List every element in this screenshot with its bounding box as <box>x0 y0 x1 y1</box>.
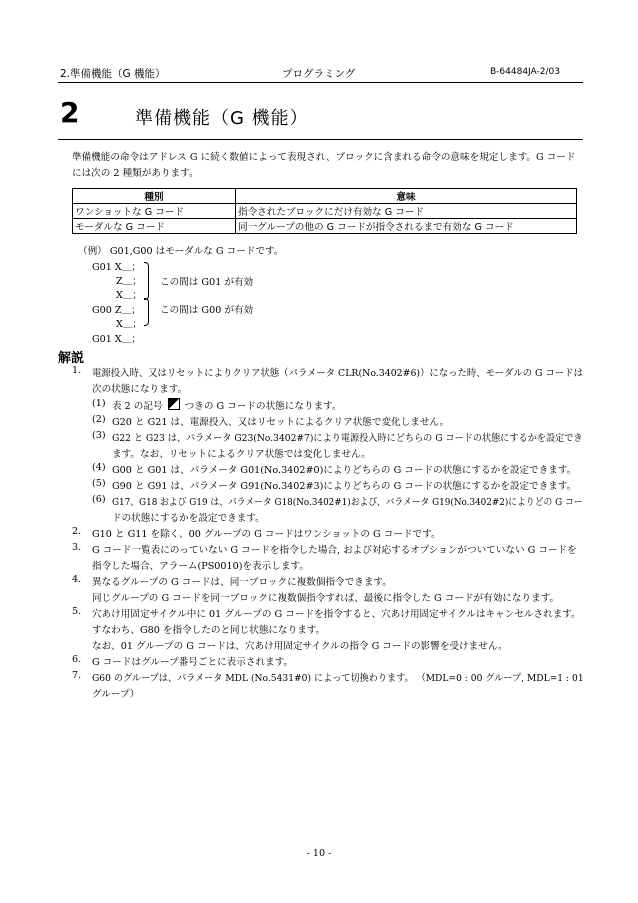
example-line: G00 Z＿； <box>92 305 141 316</box>
table-row <box>73 204 577 219</box>
item-line: G コード一覧表にのっていない G コードを指令した場合, および対応するオプションがついていない G コードを <box>92 545 577 556</box>
item-line: G60 のグループは、パラメータ MDL (No.5431#0) によって切換わります。 （MDL=0 : 00 グループ, MDL=1 : 01 <box>92 673 584 684</box>
subitem-line: G00 と G01 は、パラメータ G01(No.3402#0)によりどちらの G コードの状態にするかを設定できます。 <box>112 465 577 476</box>
chapter-title: 準備機能（G 機能） <box>135 108 309 129</box>
subitem-text-post: つきの G コードの状態になります。 <box>184 401 342 412</box>
table-cell: モーダルな G コード <box>73 219 236 234</box>
table-cell: ワンショットな G コード <box>73 204 236 219</box>
example-line: G01 X＿； <box>92 334 141 345</box>
item-number: 4. <box>72 574 82 585</box>
item-number: 6. <box>72 654 82 665</box>
item-line: 同じグループの G コードを同一ブロックに複数個指令すれば、最後に指令した G コードが有効になります。 <box>92 593 560 604</box>
item-number: 7. <box>72 670 82 681</box>
subitem-line <box>112 398 342 412</box>
table-header-type: 種別 <box>73 189 236 204</box>
title-rule <box>58 139 583 140</box>
subitem-line: ドの状態にするかを設定できます。 <box>112 513 265 524</box>
chapter-number: 2 <box>60 96 80 129</box>
table-header-row <box>73 189 577 204</box>
subitem-line: ます。なお、リセットによるクリア状態では変化しません。 <box>112 449 371 460</box>
intro-line-1: 準備機能の命令はアドレス G に続く数値によって表現され、ブロックに含まれる命令の意味を規定します。G コード <box>72 152 576 163</box>
g-code-type-table <box>72 188 577 234</box>
subitem-number: (4) <box>92 462 106 473</box>
example-note-2: この間は G00 が有効 <box>160 305 254 316</box>
item-number: 5. <box>72 606 82 617</box>
item-number: 2. <box>72 526 82 537</box>
header-rule <box>58 82 583 83</box>
subitem-number: (6) <box>92 494 106 505</box>
item-line: 電源投入時、又はリセットによりクリア状態（パラメータ CLR(No.3402#6)）になった時、モーダルの G コードは <box>92 368 583 379</box>
subitem-number: (1) <box>92 398 106 409</box>
subitem-line: G17、G18 および G19 は、パラメータ G18(No.3402#1)および、パラメータ G19(No.3402#2)によりどの G コー <box>112 497 583 508</box>
subitem-text-pre: 表 2 の記号 <box>112 401 163 412</box>
table-row <box>73 219 577 234</box>
subitem-number: (2) <box>92 414 106 425</box>
page-number: - 10 - <box>306 848 332 859</box>
example-line: G01 X＿； <box>92 262 141 273</box>
item-line: 異なるグループの G コードは、同一ブロックに複数個指令できます。 <box>92 577 392 588</box>
example-brace-2 <box>144 298 149 326</box>
item-line: G コードはグループ番号ごとに表示されます。 <box>92 657 294 668</box>
subitem-number: (3) <box>92 430 106 441</box>
item-line: 指令した場合、アラーム(PS0010)を表示します。 <box>92 561 309 572</box>
subitem-line: G22 と G23 は、パラメータ G23(No.3402#7)により電源投入時にどちらの G コードの状態にするかを設定でき <box>112 433 583 444</box>
intro-line-2: には次の 2 種類があります。 <box>72 168 199 179</box>
example-line: X＿； <box>116 319 143 330</box>
subitem-line: G90 と G91 は、パラメータ G91(No.3402#3)によりどちらの G コードの状態にするかを設定できます。 <box>112 481 577 492</box>
section-heading: 解説 <box>58 351 85 366</box>
item-line: すなわち、G80 を指令したのと同じ状態になります。 <box>92 625 326 636</box>
item-line: なお、01 グループの G コードは、穴あけ用固定サイクルの指令 G コードの影響を受けません。 <box>92 641 508 652</box>
item-number: 3. <box>72 542 82 553</box>
example-line: X＿； <box>116 290 143 301</box>
header-section: 2.準備機能（G 機能） <box>60 68 166 80</box>
example-brace-1 <box>144 262 149 300</box>
table-cell: 同一グループの他の G コードが指令されるまで有効な G コード <box>236 219 577 234</box>
triangle-mark-icon <box>168 398 180 410</box>
item-line: G10 と G11 を除く、00 グループの G コードはワンショットの G コードです。 <box>92 529 441 540</box>
subitem-line: G20 と G21 は、電源投入、又はリセットによるクリア状態で変化しません。 <box>112 417 450 428</box>
example-intro: （例） G01,G00 はモーダルな G コードです。 <box>78 246 284 257</box>
header-chapter-name: プログラミング <box>282 68 356 80</box>
header-doc-code: B-64484JA-2/03 <box>490 67 560 77</box>
subitem-number: (5) <box>92 478 106 489</box>
table-cell: 指令されたブロックにだけ有効な G コード <box>236 204 577 219</box>
item-number: 1. <box>72 365 82 376</box>
table-header-meaning: 意味 <box>236 189 577 204</box>
item-line: グループ） <box>92 689 140 700</box>
item-line: 次の状態になります。 <box>92 384 188 395</box>
example-note-1: この間は G01 が有効 <box>160 277 254 288</box>
example-line: Z＿； <box>116 276 142 287</box>
item-line: 穴あけ用固定サイクル中に 01 グループの G コードを指令すると、穴あけ用固定サイクルはキャンセルされます。 <box>92 609 581 620</box>
